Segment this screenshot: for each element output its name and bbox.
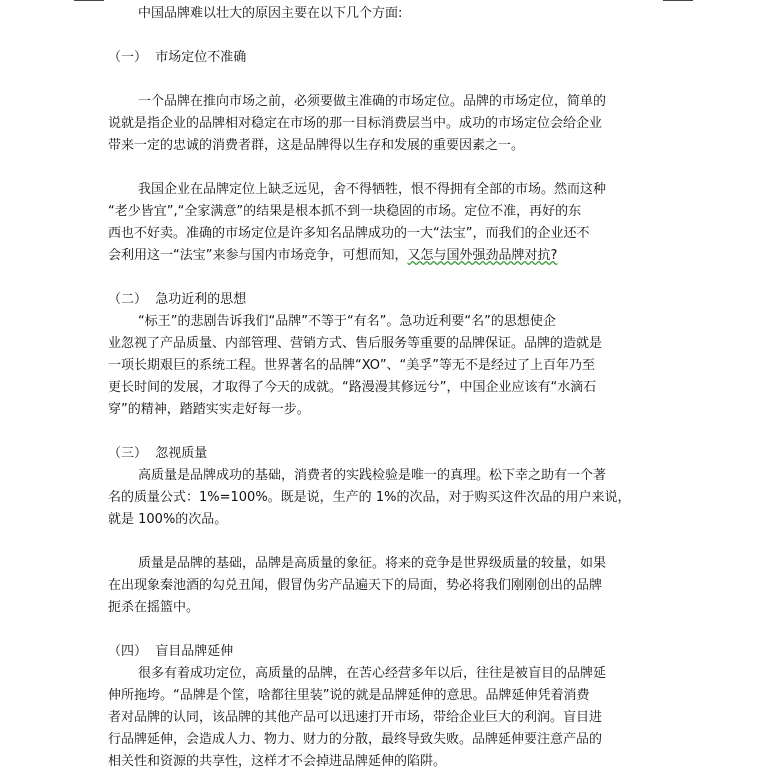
paragraph (108, 311, 664, 421)
text-line: 者对品牌的认同，该品牌的其他产品可以迅速打开市场，带给企业巨大的利润。盲目进 (108, 710, 603, 725)
paragraph (108, 553, 664, 619)
text-line: 就是 100%的次品。 (108, 512, 228, 527)
text-line: 业忽视了产品质量、内部管理、营销方式、售后服务等重要的品牌保证。品牌的造就是 (108, 336, 603, 351)
document-body (108, 3, 664, 773)
text-line: 扼杀在摇篮中。 (108, 600, 200, 615)
text-line: 在出现象秦池酒的勾兑丑闻，假冒伪劣产品遍天下的局面，势必将我们刚刚创出的品牌 (108, 578, 603, 593)
text-line: 更长时间的发展，才取得了今天的成就。“路漫漫其修远兮”，中国企业应该有“水滴石 (108, 380, 597, 395)
text-line: 穿”的精神，踏踏实实走好每一步。 (108, 402, 310, 417)
text-span: 会利用这一“法宝”来参与国内市场竞争，可想而知， (108, 248, 408, 263)
intro-line: 中国品牌难以壮大的原因主要在以下几个方面: (138, 6, 403, 21)
text-line: 名的质量公式：1%=100%。既是说，生产的 1%的次品，对于购买这件次品的用户来说， (108, 490, 631, 505)
page-corner-mark-right (663, 0, 693, 1)
text-line: 西也不好卖。准确的市场定位是许多知名品牌成功的一大“法宝”，而我们的企业还不 (108, 226, 590, 241)
section-heading-3: （三） 忽视质量 (108, 446, 208, 461)
section-heading-2: （二） 急功近利的思想 (108, 292, 247, 307)
text-line: “标王”的悲剧告诉我们“品牌”不等于“有名”。急功近利要“名”的思想使企 (138, 314, 556, 329)
paragraph (108, 663, 664, 773)
paragraph (108, 465, 664, 531)
text-line: “老少皆宜”,“全家满意”的结果是根本抓不到一块稳固的市场。定位不准，再好的东 (108, 204, 582, 219)
text-line: 我国企业在品牌定位上缺乏远见，舍不得牺牲，恨不得拥有全部的市场。然而这种 (138, 182, 607, 197)
text-line: 一项长期艰巨的系统工程。世界著名的品牌“XO”、“美孚”等无不是经过了上百年乃至 (108, 358, 596, 373)
text-line (108, 245, 664, 267)
paragraph (108, 179, 664, 267)
section-heading-1: （一） 市场定位不准确 (108, 50, 247, 65)
text-line: 相关性和资源的共享性，这样才不会掉进品牌延伸的陷阱。 (108, 754, 447, 769)
text-line: 带来一定的忠诚的消费者群，这是品牌得以生存和发展的重要因素之一。 (108, 138, 525, 153)
text-line: 行品牌延伸，会造成人力、物力、财力的分散，最终导致失败。品牌延伸要注意产品的 (108, 732, 603, 747)
section-heading-4: （四） 盲目品牌延伸 (108, 644, 234, 659)
text-line: 很多有着成功定位，高质量的品牌，在苦心经营多年以后，往往是被盲目的品牌延 (138, 666, 607, 681)
text-line: 说就是指企业的品牌相对稳定在市场的那一目标消费层当中。成功的市场定位会给企业 (108, 116, 603, 131)
page-corner-mark-left (74, 0, 104, 1)
text-line: 伸所拖垮。“品牌是个筐，啥都往里装”说的就是品牌延伸的意思。品牌延伸凭着消费 (108, 688, 590, 703)
paragraph (108, 91, 664, 157)
text-line: 质量是品牌的基础，品牌是高质量的象征。将来的竞争是世界级质量的较量，如果 (138, 556, 607, 571)
grammar-flagged-text: 又怎与国外强劲品牌对抗? (407, 248, 558, 263)
text-line: 高质量是品牌成功的基础，消费者的实践检验是唯一的真理。松下幸之助有一个著 (138, 468, 607, 483)
text-line: 一个品牌在推向市场之前，必须要做主准确的市场定位。品牌的市场定位，简单的 (138, 94, 607, 109)
